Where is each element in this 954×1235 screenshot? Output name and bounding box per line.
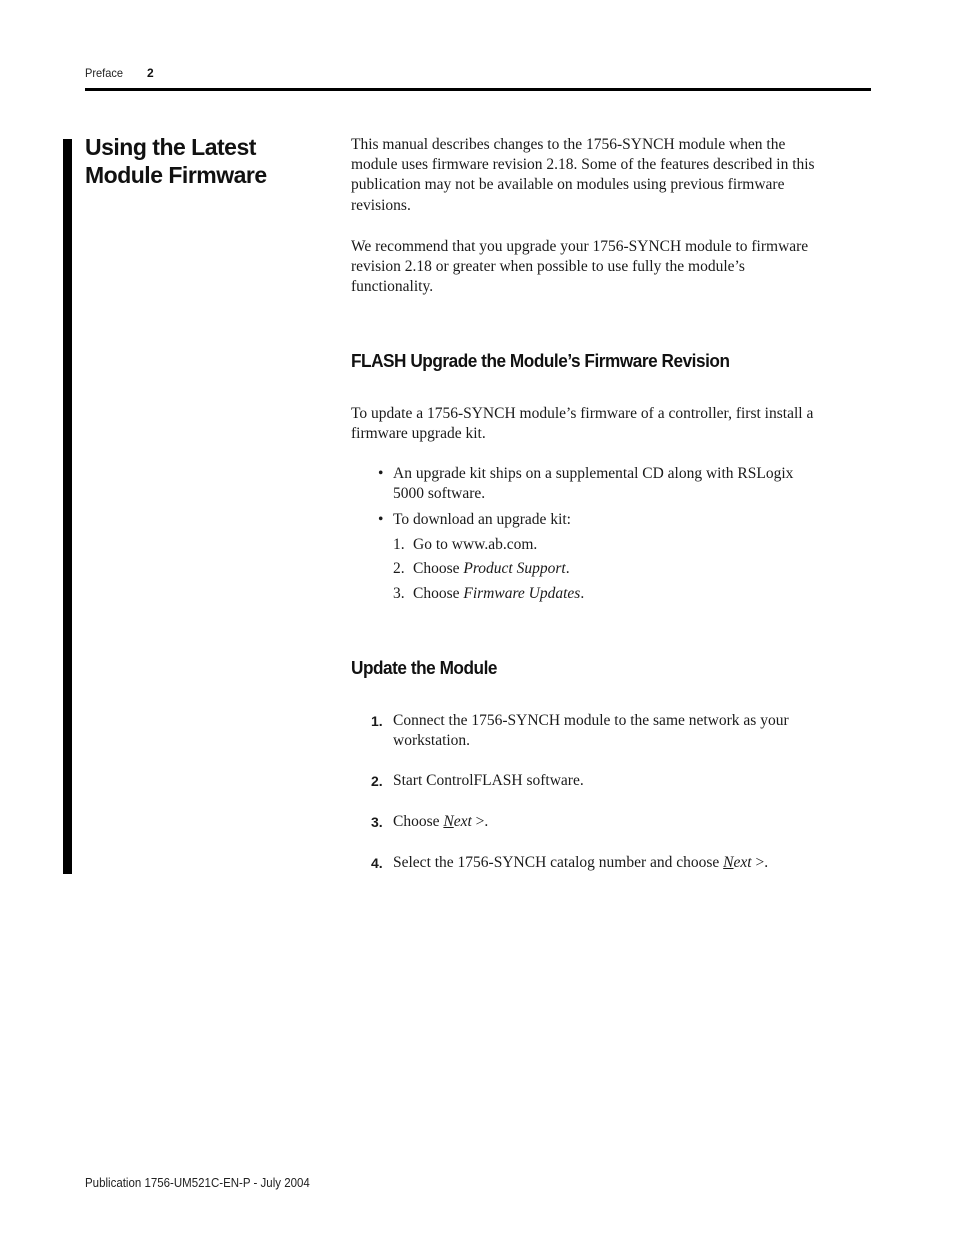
next-term-accelerator: N	[443, 813, 454, 830]
firmware-updates-term: Firmware Updates	[463, 585, 581, 602]
next-term-rest: ext	[733, 854, 752, 871]
page-number: 2	[147, 66, 154, 80]
step-suffix: >.	[751, 854, 769, 871]
step-prefix: Choose	[393, 813, 444, 830]
step-number: 2.	[371, 773, 383, 789]
step-number: 3.	[371, 814, 383, 830]
step-suffix: .	[565, 560, 570, 577]
step-text	[371, 812, 826, 832]
update-step	[371, 771, 826, 791]
running-header-section: Preface	[85, 66, 124, 80]
step-number: 4.	[371, 855, 383, 871]
step-number: 1.	[393, 536, 405, 553]
bullet-item	[378, 510, 828, 530]
next-term-rest: ext	[453, 813, 472, 830]
next-term-accelerator: N	[723, 854, 734, 871]
step-text: Connect the 1756-SYNCH module to the same network as your workstation.	[393, 712, 789, 750]
update-module-heading: Update the Module	[351, 657, 497, 678]
update-step	[371, 711, 826, 751]
step-number: 1.	[371, 713, 383, 729]
bullet-item	[378, 464, 828, 504]
section-title: Using the Latest Module Firmware	[85, 134, 267, 188]
bullet-text: An upgrade kit ships on a supplemental CD along with RSLogix 5000 software.	[393, 465, 794, 503]
step-suffix: .	[580, 585, 585, 602]
step-prefix: Choose	[413, 560, 464, 577]
flash-upgrade-paragraph: To update a 1756-SYNCH module’s firmware of a controller, first install a firmware upgrade kit.	[351, 405, 814, 443]
step-text: Go to www.ab.com.	[413, 536, 538, 553]
step-number: 2.	[393, 560, 405, 577]
download-step	[393, 535, 823, 555]
step-number: 3.	[393, 585, 405, 602]
step-suffix: >.	[471, 813, 489, 830]
intro-paragraph-1: This manual describes changes to the 1756-SYNCH module when the module uses firmware revision 2.18. Some of the features described in this publication may not be available on modules using previous firmware revisions.	[351, 136, 815, 214]
step-prefix: Choose	[413, 585, 464, 602]
step-text: Start ControlFLASH software.	[393, 772, 584, 789]
revision-change-bar	[63, 139, 72, 874]
intro-paragraph-2: We recommend that you upgrade your 1756-SYNCH module to firmware revision 2.18 or greater when possible to use fully the module’s functionality.	[351, 238, 809, 296]
bullet-icon: •	[378, 511, 384, 528]
bullet-icon: •	[378, 465, 384, 482]
flash-upgrade-heading: FLASH Upgrade the Module’s Firmware Revision	[351, 350, 730, 371]
download-step	[393, 559, 823, 579]
download-step	[393, 584, 823, 604]
update-step	[371, 853, 826, 873]
publication-footer: Publication 1756-UM521C-EN-P - July 2004	[85, 1176, 310, 1190]
update-step	[371, 812, 826, 832]
step-prefix: Select the 1756-SYNCH catalog number and choose	[393, 854, 724, 871]
product-support-term: Product Support	[463, 560, 566, 577]
step-text	[371, 853, 826, 873]
bullet-text: To download an upgrade kit:	[393, 511, 571, 528]
header-rule	[85, 88, 871, 91]
